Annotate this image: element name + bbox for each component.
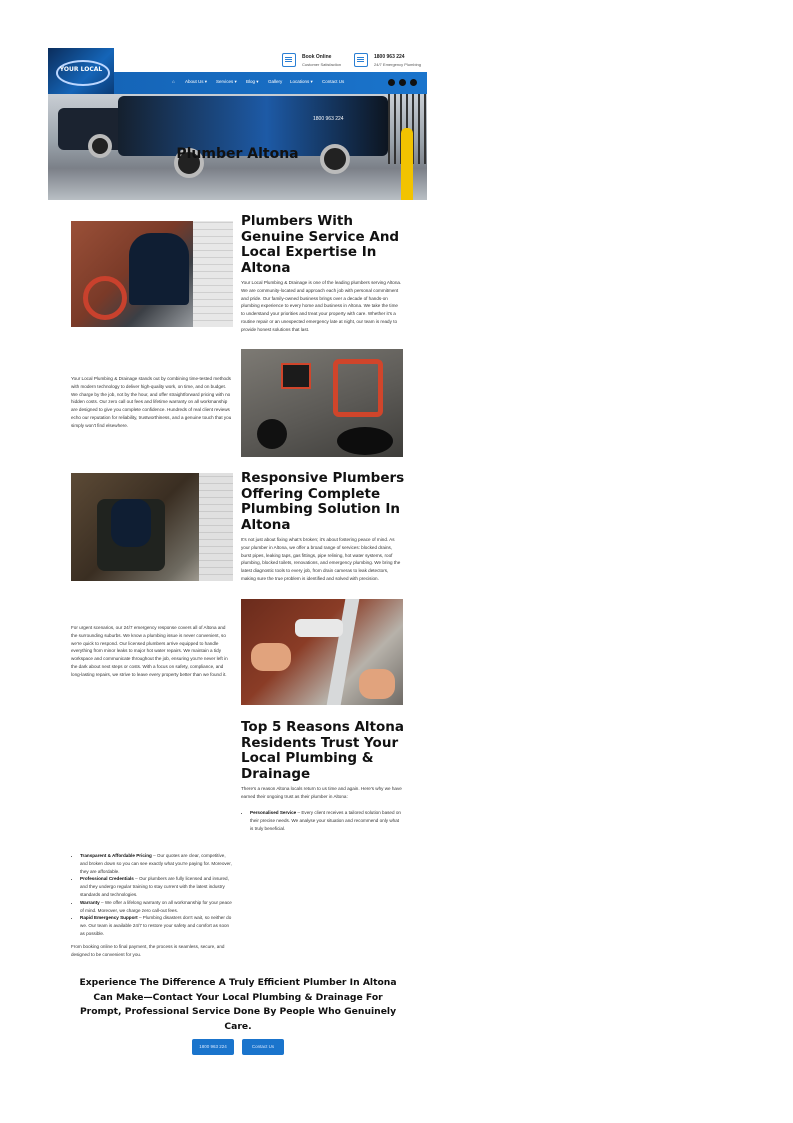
linkedin-icon[interactable] <box>410 79 417 86</box>
section4-body: For urgent scenarios, our 24/7 emergency response covers all of Altona and the surrounding suburbs. We know a plumbing issue is never convenient, so we're quick to respond. Our licensed plumbers arrive equipped to handle everything from minor leaks to major hot water repairs. We maintain a tidy workspace and communicate throughout the job, ensuring you're never left in the dark about next steps or costs. With a focus on safety, compliance, and long-lasting repairs, we strive to leave every property better than we found it. <box>71 625 228 677</box>
list-item: • Transparent & Affordable Pricing – Our quotes are clear, competitive, and broken down so you can see exactly what you're paying for. Moreover, they are affordable. <box>80 852 233 875</box>
contact-button[interactable]: Contact Us <box>242 1039 284 1055</box>
top-info-strip <box>114 48 427 72</box>
book-online-sub: Customer Satisfaction <box>302 61 342 67</box>
call-button[interactable]: 1800 963 224 <box>192 1039 234 1055</box>
nav-about-us[interactable]: About Us ▾ <box>185 79 208 84</box>
van-phone: 1800 963 224 <box>313 116 344 122</box>
reasons-intro: There's a reason Altona locals return to us time and again. Here's why we have earned their ongoing trust as their plumber in Altona: <box>241 786 402 799</box>
instagram-icon[interactable] <box>399 79 406 86</box>
excavation-photo <box>71 473 233 581</box>
reasons-heading: Top 5 Reasons Altona Residents Trust Your Local Plumbing & Drainage <box>241 719 404 782</box>
book-online-title: Book Online <box>302 53 332 60</box>
nav-blog[interactable]: Blog ▾ <box>246 79 259 84</box>
nav-gallery[interactable]: Gallery <box>268 79 283 84</box>
phone-title: 1800 963 224 <box>374 53 405 60</box>
nav-contact-us[interactable]: Contact Us <box>322 79 345 84</box>
phone-icon <box>354 53 368 67</box>
section1-body: Your Local Plumbing & Drainage is one of the leading plumbers serving Altona. We are community-located and approach each job with personal commitment and pride. Our family-owned business brings over a decade of hands-on plumbing experience to every home and business in Altona. We take the time to understand your priorities and treat your property with care. Whether it's a routine repair or an unexpected emergency late at night, our team is ready to provide honest solutions that last. <box>241 280 402 332</box>
logo-ring <box>56 60 110 86</box>
nav-services[interactable]: Services ▾ <box>216 79 237 84</box>
list-item: • Personalised Service – Every client receives a tailored solution based on their precise needs. We analyse your situation and recommend only what is truly beneficial. <box>250 809 403 832</box>
logo-text: YOUR LOCAL <box>59 66 103 73</box>
drain-camera-photo <box>241 349 403 457</box>
facebook-icon[interactable] <box>388 79 395 86</box>
list-item: • Rapid Emergency Support – Plumbing disasters don't wait, so neither do we. Our team is available 24/7 to restore your safety and comfort as soon as possible. <box>80 914 233 937</box>
bollard <box>401 128 413 200</box>
book-online-box[interactable] <box>282 53 341 67</box>
section1-heading: Plumbers With Genuine Service And Local Expertise In Altona <box>241 213 400 276</box>
phone-sub: 24/7 Emergency Plumbing <box>374 61 421 67</box>
nav-locations[interactable]: Locations ▾ <box>290 79 313 84</box>
calendar-icon <box>282 53 296 67</box>
reasons-closing: From booking online to final payment, the process is seamless, secure, and designed to be convenient for you. <box>71 944 225 957</box>
home-icon[interactable]: ⌂ <box>172 79 175 84</box>
plumber-drain-photo <box>71 221 233 327</box>
hero-banner <box>48 94 427 200</box>
pipe-measure-photo <box>241 599 403 705</box>
section2-body: Your Local Plumbing & Drainage stands out by combining time-tested methods with modern technology to deliver high-quality work, on time, and on budget. We charge by the job, not by the hour, and offer straightforward pricing with no hidden costs. Our zero call out fees and lifetime warranty on all workmanship are designed to give you complete confidence. Hundreds of real client reviews echo our reputation for reliability, trustworthiness, and a genuine touch that you simply won't find elsewhere. <box>71 376 232 428</box>
page-title: Plumber Altona <box>176 146 299 163</box>
reasons-list-first <box>241 809 403 832</box>
cta-heading: Experience The Difference A Truly Efficient Plumber In Altona Can Make—Contact Your Local Plumbing & Drainage For Prompt, Professional Service Done By People Who Genuinely Care. <box>79 977 397 1032</box>
reasons-list <box>71 852 233 938</box>
list-item: • Professional Credentials – Our plumbers are fully licensed and insured, and they undergo regular training to stay current with the latest industry standards and technologies. <box>80 875 233 898</box>
logo[interactable] <box>48 48 114 94</box>
section3-body: It's not just about fixing what's broken; it's about fostering peace of mind. As your plumber in Altona, we offer a broad range of services: blocked drains, burst pipes, leaking taps, gas fittings, pipe relining, hot water systems, roof plumbing, blocked toilets, renovations, and emergency plumbing. We bring the latest diagnostic tools to every job, from drain cameras to leak detectors, making sure the true problem is identified and solved with precision. <box>241 537 401 581</box>
phone-box[interactable] <box>354 53 421 67</box>
section3-heading: Responsive Plumbers Offering Complete Plumbing Solution In Altona <box>241 470 405 533</box>
list-item: • Warranty – We offer a lifelong warranty on all workmanship for your peace of mind. Moreover, we charge zero call-out fees. <box>80 899 233 915</box>
